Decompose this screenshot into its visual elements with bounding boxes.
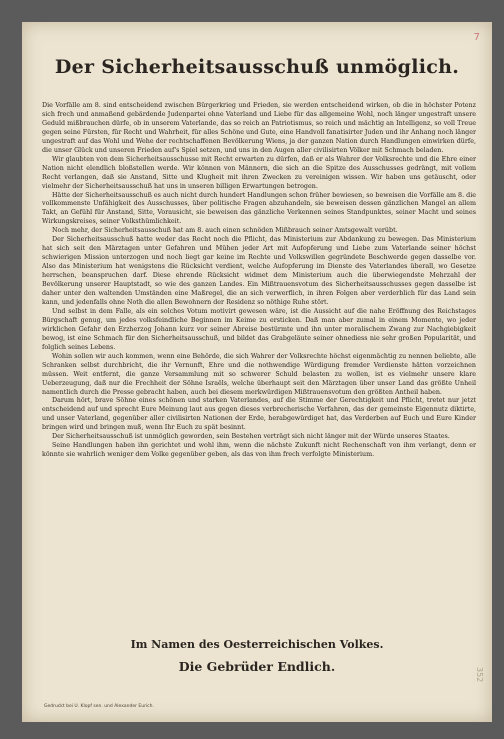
paragraph: Wir glaubten von dem Sicherheitsausschusse mit Recht erwarten zu dürfen, daß er als Wahrer der Volksrechte und die Ehre einer Nation nicht elendlich bloßstellen werde. Wir können von Männern, die sich an die Spitze des Ausschusses gedrängt, mit vollem Recht verlangen, daß sie Anstand, Sitte und Klugheit mit ihren Zwecken zu vereinigen wissen. Wir haben uns getäuscht, oder vielmehr der Sicherheitsausschuß hat uns in unseren billigen Erwartungen betrogen.	[42, 155, 476, 190]
archive-number: 7	[473, 32, 480, 43]
signature-names: Die Gebrüder Endlich.	[178, 659, 336, 674]
paragraph: Darum hört, brave Söhne eines schönen und starken Vaterlandes, auf die Stimme der Gerechtigkeit und Pflicht, tretet nur jetzt entscheidend auf und sprecht Eure Meinung laut aus gegen dieses verbrecherische Verfahren, das der gemeinste Eigennutz diktirte, und unser Vaterland, gegenüber aller civilisirten Nationen der Erde, herabgewürdiget hat, das Verderben auf Euch und Eure Kinder bringen wird und bringen muß, wenn Ihr Euch zu spät besinnt.	[42, 397, 476, 432]
paragraph: Die Vorfälle am 8. sind entscheidend zwischen Bürgerkrieg und Frieden, sie werden entscheidend wirken, ob die in höchster Potenz sich frech und anmaßend gebärdende Judenpartei ohne Vaterland und Liebe für das allgemeine Wohl, noch länger ungestraft unsere Geduld mißbrauchen dürfe, ob in unserem Vaterlande, das so reich an Patriotismus, so reich und mächtig an Intelligenz, so voll Treue gegen seine Fürsten, für Recht und Wahrheit, für alles Schöne und Gute, eine Handvoll fanatisirter Juden und ihr Anhang noch länger ungestraft auf das Wohl und Wehe der rechtschaffenen Bevölkerung Wiens, ja der ganzen Nation durch Handlungen einwirken dürfe, die unser Glück und unseren Frieden auf's Spiel setzen, und uns in den Augen aller civilisirten Völker mit Schmach beladen.	[42, 102, 476, 154]
poster-body	[42, 102, 476, 460]
printer-imprint: Gedruckt bei U. Klopf sen. und Alexander Eurich.	[44, 704, 154, 709]
paragraph: Und selbst in dem Falle, als ein solches Votum motivirt gewesen wäre, ist die Aussicht auf die nahe Eröffnung des Reichstages Bürgschaft genug, um jedes volksfeindliche Beginnen im Keime zu ersticken. Daß man aber zumal in einem Momente, wo jeder wirklichen Gefahr den Erzherzog Johann kurz vor seiner Abreise bestürmte und ihn unter moralischem Zwang zur Nachgiebigkeit bewog, ist eine Schmach für den Sicherheitsausschuß, und bildet das Grabgeläute seiner ohnediess nie sehr großen Popularität, und folglich seines Lebens.	[42, 307, 476, 351]
paragraph: Wohin sollen wir auch kommen, wenn eine Behörde, die sich Wahrer der Volksrechte höchst eigenmächtig zu nennen beliebte, alle Schranken selbst durchbricht, die ihr Vernunft, Ehre und die nothwendige Würdigung fremder Verdienste hätten vorzeichnen müssen. Weit entfernt, die ganze Versammlung mit so schwerer Schuld belasten zu wollen, ist es vielmehr unsere klare Ueberzeugung, daß nur die Frechheit der Söhne Israëls, welche überhaupt seit den Märztagen über unser Land das größte Unheil namentlich durch die Presse gebracht haben, auch bei diesem merkwürdigen Mißtrauensvotum den größten Antheil haben.	[42, 352, 476, 396]
side-archive-mark: 352	[475, 666, 484, 682]
poster-sheet	[22, 22, 492, 722]
paragraph: Seine Handlungen haben ihn gerichtet und wohl ihm, wenn die nächste Zukunft nicht Rechenschaft von ihm verlangt, denn er könnte sie wahrlich weniger dem Volke gegenüber geben, als das von ihm frech verfolgte Ministerium.	[42, 442, 476, 459]
paragraph: Hätte der Sicherheitsausschuß es auch nicht durch hundert Handlungen schon früher bewiesen, so beweisen die Vorfälle am 8. die vollkommenste Unfähigkeit des Ausschusses, über politische Fragen abzuhandeln, sie beweisen dessen gänzlichen Mangel an allem Takt, an Gefühl für Anstand, Sitte, Vorausicht, sie beweisen das gänzliche Verkennen seines Standpunktes, seiner Macht und seines Wirkungskreises, seiner Volksthümlichkeit.	[42, 191, 476, 226]
poster-title: Der Sicherheitsausschuß unmöglich.	[54, 56, 460, 78]
paragraph: Der Sicherheitsausschuß hatte weder das Recht noch die Pflicht, das Ministerium zur Abdankung zu bewegen. Das Ministerium hat sich seit den Märztagen unter Gefahren und Mühen jeder Art mit Aufopferung und Liebe zum Vaterlande seiner höchst schwierigen Mission unterzogen und noch liegt gar keine im Rechte und Volkswillen gegründete Beschwerde gegen dasselbe vor. Also das Ministerium hat wenigstens die Rücksicht verdient, welche Aufopferung im Dienste des Vaterlandes überall, wo Gesetze herrschen, beanspruchen darf. Diese ehrende Rücksicht widmet dem Ministerium auch die überwiegendste Mehrzahl der Bevölkerung unserer Hauptstadt, so wie des ganzen Landes. Ein Mißtrauensvotum des Sicherheitsausschusses gegen dasselbe ist daher unter den waltenden Umständen eine Maßregel, die an sich verwerflich, in ihren Folgen aber verderblich für das Land sein kann, und jedenfalls ohne Noth die allen Bewohnern der Residenz so nöthige Ruhe stört.	[42, 236, 476, 306]
signature-line: Im Namen des Oesterreichischen Volkes.	[130, 638, 384, 651]
paragraph: Der Sicherheitsausschuß ist unmöglich geworden, sein Bestehen verträgt sich nicht länger mit der Würde unseres Staates.	[52, 433, 450, 441]
paragraph: Noch mehr, der Sicherheitsausschuß hat am 8. auch einen schnöden Mißbrauch seiner Amtsgewalt verübt.	[52, 227, 398, 235]
